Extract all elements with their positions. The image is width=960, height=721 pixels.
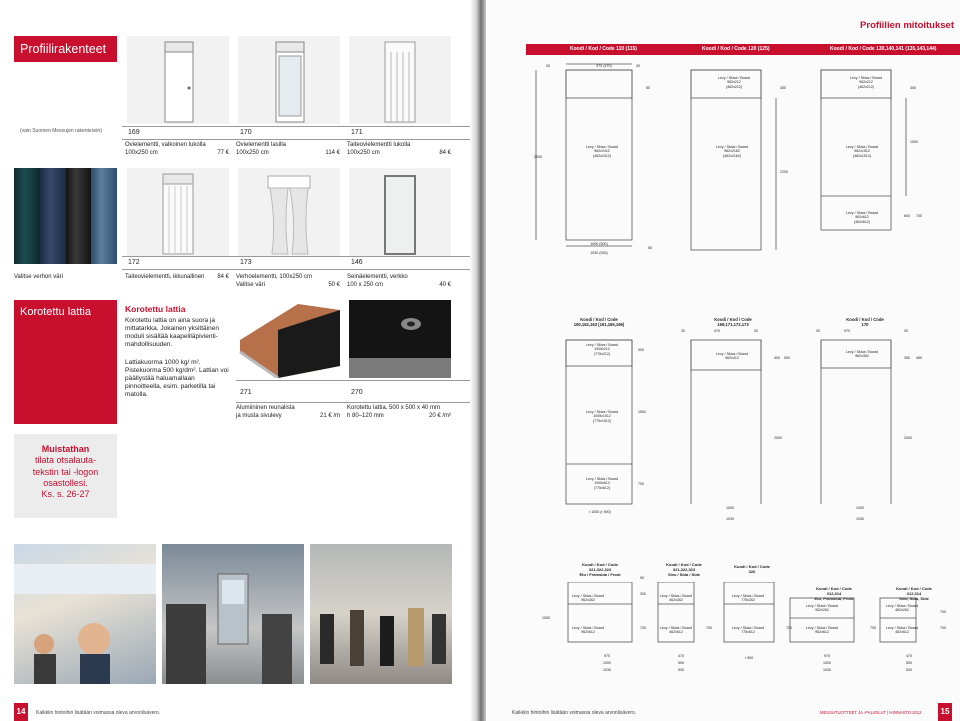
left-footer [0,703,478,721]
dim-30-right: 30 [636,64,640,68]
bot-w-530-b: 530 [906,668,912,672]
page-title: Profiilien mitoitukset [860,20,954,31]
price-172: 84 € [217,274,229,280]
bot-dim-700-f: 700 [940,610,946,614]
mid-dim-30-a: 30 [681,329,685,333]
page-number-right: 15 [938,703,952,721]
board-326-low: Levy / Skiva / Board 775x612 [732,626,764,635]
bot-w-500-b: 500 [906,661,912,665]
board-321-front-top: Levy / Skiva / Board 962x262 [572,594,604,603]
code-120: Koodi / Kod / Code 120 (125) [702,46,770,52]
product-caption-270: Korotettu lattia, 500 x 500 x 40 mm h 80–120 mm 20 € /m² [347,405,451,419]
mid-dim-1500: 1500 [638,410,646,414]
right-footer [486,703,960,721]
right-footer-text: Kaikkiin hintoihin lisätään voimassa oleva arvonlisävero. [512,710,637,716]
bot-w-970-a: 970 [604,654,610,658]
mid-dim-1030-b: 1030 [856,517,864,521]
board-326-top: Levy / Skiva / Board 775x262 [732,594,764,603]
door-photo-171 [349,36,451,124]
curtain-color-label: Valitse verhon väri [14,274,63,280]
edge-strip-photo [238,300,340,378]
dim-600: 600 [904,214,910,218]
board-160-top: Levy / Skiva / Board 1005x212 (775x212) [586,343,618,356]
bot-w-1000-b: 1000 [823,661,831,665]
left-page [0,0,478,721]
code-bar-top [526,44,960,55]
product-caption-169: Ovielementti, valkoinen lukolla 100x250 cm 77 € [125,142,229,156]
item-number-171: 171 [351,129,363,136]
page-number-left: 14 [14,703,28,721]
floor-body-text: Korotettu lattia on aina suora ja mittatarkka. Jokainen yksittäinen moduli sisältää kaapeliläpivienti-mahdollisuuden. [125,317,219,349]
board-160-main: Levy / Skiva / Board 1005x1512 (775x1512) [586,410,618,423]
mesh-photo-146 [349,168,451,256]
bot-w-1030-a: 1030 [603,668,611,672]
product-caption-172: Taiteovielementti, ikkunallinen 84 € [125,274,229,280]
item-number-170: 170 [240,129,252,136]
bot-dim-1000: 1000 [542,616,550,620]
board-110-main: Levy / Skiva / Board 962x2412 (462x2412) [586,145,618,158]
dim-1000-500: 1000 (500) [590,242,608,246]
item-number-169: 169 [128,129,140,136]
mid-dim-2000-b: 2000 [904,436,912,440]
dim-1500: 1500 [910,140,918,144]
price-170: 114 € [325,149,340,156]
code-130: Koodi / Kod / Code 130,140,141 (135,143,144) [830,46,937,52]
swatch-blue [91,168,117,264]
board-110-top: Levy / Skiva / Board 962x212 (462x212) [718,76,750,89]
dim-1030-530: 1030 (530) [590,251,608,255]
item-number-270: 270 [351,389,363,396]
item-number-271: 271 [240,389,252,396]
bot-dim-300: 300 [640,592,646,596]
board-160-lower: Levy / Skiva / Board 1005x612 (775x612) [586,477,618,490]
swatch-teal [14,168,40,264]
mid-dim-2000-a: 2000 [774,436,782,440]
reminder-box: Muistathan tilata otsalauta- tekstin tai -logon osastollesi. Ks. s. 26-27 [14,434,117,518]
door-photo-169 [127,36,229,124]
mid-dim-400: 400 [774,356,780,360]
price-173: 50 € [328,281,340,288]
bot-w-500-a: 500 [678,661,684,665]
mid-dim-350: 350 [904,356,910,360]
product-caption-171: Taiteovielementti lukolla 100x250 cm 84 € [347,142,451,156]
board-312-side-low: Levy / Skiva / Board 462x612 [886,626,918,635]
board-312-side-top: Levy / Skiva / Board 462x262 [886,604,918,613]
curtain-color-swatches [14,168,117,264]
price-271: 21 € /m [319,412,340,419]
bot-w-1000-a: 1000 [603,661,611,665]
board-312-front-low: Levy / Skiva / Board 962x612 [806,626,838,635]
mid-dim-970-a: 970 [714,329,720,333]
price-169: 77 € [217,149,229,156]
code-326: Koodi / Kod / Code 326 [734,564,770,574]
code-110: Koodi / Kod / Code 110 (115) [570,46,637,52]
code-321-front: Koodi / Kod / Code 321,322,323 Etu / Framsida / Front [579,562,621,577]
dim-2500: 2500 [534,155,542,159]
bot-w-970-b: 970 [824,654,830,658]
item-number-172: 172 [128,259,140,266]
product-caption-146: Seinäelementti, verkko 100 x 250 cm 40 € [347,274,451,288]
bot-w-1030-b: 1030 [823,668,831,672]
product-caption-271: Alumiininen reunalista ja musta sivulevy 21 € /m [236,405,340,419]
board-321-side-low: Levy / Skiva / Board 462x612 [660,626,692,635]
bot-w-r500: r 500 [744,656,754,660]
dim-300-a: 300 [780,86,786,90]
floor-section-label: Korotettu lattia [14,300,117,424]
bot-dim-700-b: 700 [706,626,712,630]
frame-110-top-board [566,70,632,98]
rental-note: (vain Suomen Messujen rakenteisiin) [20,128,102,134]
price-171: 84 € [439,149,451,156]
mid-dim-700: 700 [638,482,644,486]
code-169: Koodi / Kod / Code 169,171,172,173 [714,317,752,328]
board-130-main: Levy / Skiva / Board 962x1512 (462x1512) [846,145,878,158]
fair-photo-1 [14,544,156,684]
right-footer-publication: MESSUTUOTTEET JA -PALVELUT | HINNASTO 2012 [820,710,922,715]
board-321-front-low: Levy / Skiva / Board 962x612 [572,626,604,635]
board-169-top: Levy / Skiva / Board 962x412 [716,352,748,361]
board-312-front-top: Levy / Skiva / Board 962x262 [806,604,838,613]
bot-w-470-b: 470 [906,654,912,658]
dim-50-bottom: 50 [648,246,652,250]
price-146: 40 € [439,281,451,288]
raised-floor-photo [349,300,451,378]
product-caption-173: Verhoelementti, 100x250 cm Valitse väri 50 € [236,274,340,288]
price-270: 20 € /m² [428,412,451,419]
floor-description [125,304,229,399]
dim-50-top: 50 [646,86,650,90]
bot-w-530-a: 530 [678,668,684,672]
mid-dim-30-d: 30 [904,329,908,333]
mid-dim-1000-a: 1000 [726,506,734,510]
floor-title: Korotettu lattia [125,304,186,314]
board-130-lower: Levy / Skiva / Board 962x612 (462x612) [846,211,878,224]
code-312-side: Koodi / Kod / Code 312,314 Sivu, Sida, Side [896,586,932,601]
bot-dim-700-d: 700 [870,626,876,630]
code-321-side: Koodi / Kod / Code 321,322,323 Sivu / Sida / Side [666,562,702,577]
fair-photo-2 [162,544,304,684]
item-number-146: 146 [351,259,363,266]
code-170: Koodi / Kod / Code 170 [846,317,884,328]
board-130-top: Levy / Skiva / Board 962x212 (462x212) [850,76,882,89]
dim-30-left: 30 [546,64,550,68]
board-170-top: Levy / Skiva / Board 962x362 [846,350,878,359]
fair-photo-3 [310,544,452,684]
mid-dim-30-b: 30 [754,329,758,333]
section-header-profiles: Profiilirakenteet [14,36,117,62]
mid-dim-970-b: 970 [844,329,850,333]
bot-dim-700-e: 700 [940,626,946,630]
item-number-173: 173 [240,259,252,266]
door-photo-170 [238,36,340,124]
bot-dim-700-a: 700 [640,626,646,630]
mid-dim-r1000: r 1000 (r 500) [589,510,611,514]
mid-dim-300: 300 [638,348,644,352]
mid-dim-1030-a: 1030 [726,517,734,521]
dim-970: 970 (470) [596,64,612,68]
curtain-photo-173 [238,168,340,256]
door-photo-172 [127,168,229,256]
swatch-navy [40,168,66,264]
mid-dim-30-c: 30 [816,329,820,333]
bot-dim-700-c: 700 [786,626,792,630]
mid-dim-1000-b: 1000 [856,506,864,510]
product-caption-170: Ovielementti lasilla 100x250 cm 114 € [236,142,340,156]
board-321-side-top: Levy / Skiva / Board 462x262 [660,594,692,603]
dim-700: 700 [916,214,922,218]
left-footer-text: Kaikkiin hintoihin lisätään voimassa oleva arvonlisävero. [36,710,161,716]
code-312-front: Koodi / Kod / Code 312,314 Etu, Framsida, Front [814,586,854,601]
dim-300-b: 300 [910,86,916,90]
code-160: Koodi / Kod / Code 160,162,163 (161,165,166) [573,317,625,328]
frame-120 [691,70,761,250]
bot-w-470-a: 470 [678,654,684,658]
bot-dim-50: 50 [640,576,644,580]
dim-2200: 2200 [780,170,788,174]
bottom-profile-drawings [546,582,960,652]
mid-dim-450: 450 [916,356,922,360]
board-120-main: Levy / Skiva / Board 962x2162 (462x2162) [716,145,748,158]
mid-dim-500: 500 [784,356,790,360]
floor-load-text: Lattiakuorma 1000 kg/ m². Pistekuorma 500 kg/dm². Lattian voi päällystää haluamallaan pinnoitteella, esim. parketilla tai matolla. [125,358,229,398]
right-page [486,0,960,721]
swatch-black [66,168,92,264]
